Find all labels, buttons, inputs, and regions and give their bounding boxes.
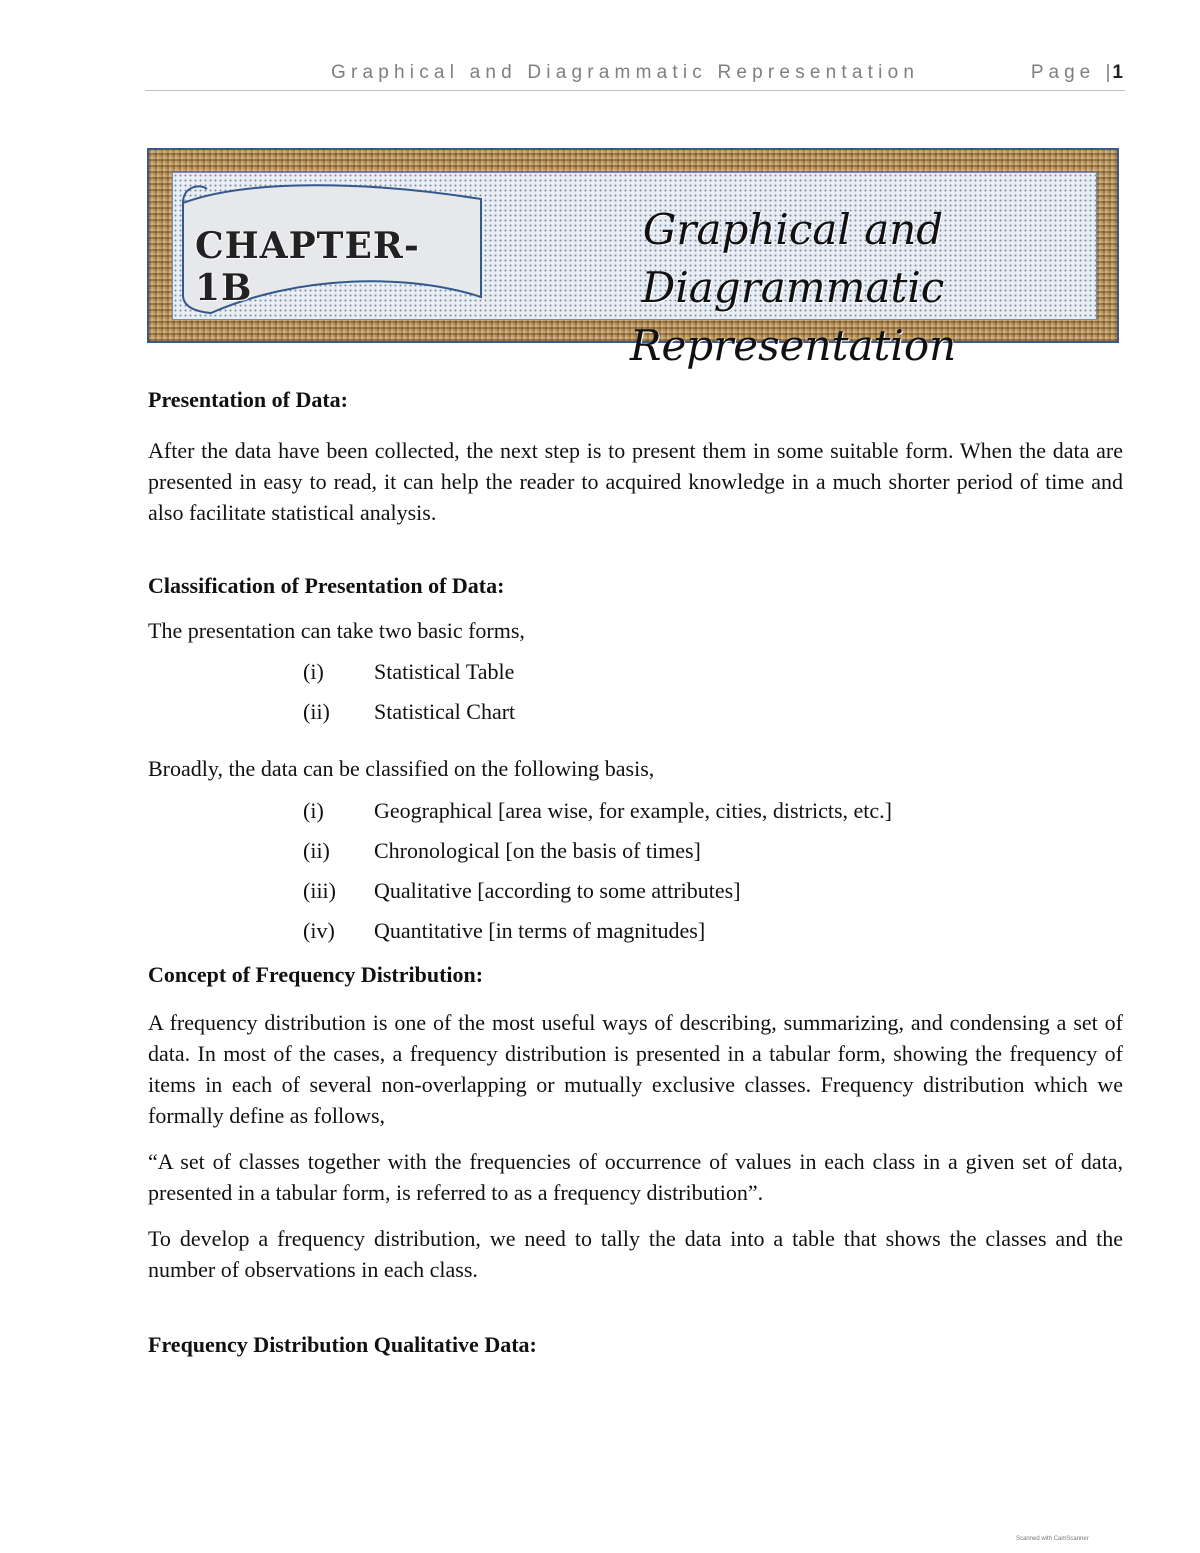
forms-list [148, 658, 1123, 738]
banner-panel [172, 172, 1097, 370]
chapter-label: CHAPTER-1B [195, 225, 420, 309]
heading-frequency: Concept of Frequency Distribution: [148, 962, 484, 987]
paragraph-frequency: A frequency distribution is one of the most useful ways of describing, summarizing, and condensing a set of data. In most of the cases, a frequency distribution is presented in a tabular form, showing the frequency of items in each of several non-overlapping or mutually exclusive classes. Frequency distribution which we formally define as follows, [148, 1010, 1123, 1128]
list-item-number: (ii) [303, 838, 330, 863]
heading-classification: Classification of Presentation of Data: [148, 573, 505, 598]
chapter-title [493, 201, 1093, 375]
list-item-number: (iii) [303, 878, 336, 903]
list-item-number: (iv) [303, 918, 335, 943]
basis-list [148, 797, 1123, 957]
chapter-banner [147, 148, 1119, 370]
list-item [148, 917, 1123, 957]
chapter-title-line-1: Graphical and Diagrammatic [641, 205, 945, 312]
list-item [148, 658, 1123, 698]
list-item-number: (ii) [303, 699, 330, 724]
list-item [148, 797, 1123, 837]
paragraph-definition-quote: “A set of classes together with the frequencies of occurrence of values in each class in a given set of data, presented in a tabular form, is referred to as a frequency distribution”. [148, 1149, 1123, 1205]
page-separator: | [1105, 62, 1113, 83]
chapter-title-line-2: Representation [629, 321, 957, 370]
page-number: 1 [1112, 62, 1123, 83]
list-item-text: Geographical [area wise, for example, cities, districts, etc.] [374, 798, 892, 823]
list-item [148, 877, 1123, 917]
list-item-text: Quantitative [in terms of magnitudes] [374, 918, 706, 943]
list-item-number: (i) [303, 798, 324, 823]
scanner-watermark: Scanned with CamScanner [1016, 1536, 1089, 1542]
list-item-text: Qualitative [according to some attributes] [374, 878, 741, 903]
running-header [145, 58, 1125, 91]
list-item-text: Statistical Table [374, 659, 515, 684]
heading-presentation: Presentation of Data: [148, 387, 348, 412]
paragraph-develop: To develop a frequency distribution, we need to tally the data into a table that shows the classes and the number of observations in each class. [148, 1226, 1123, 1282]
paragraph-presentation: After the data have been collected, the next step is to present them in some suitable form. When the data are presented in easy to read, it can help the reader to acquired knowledge in a much shorter period of time and also facilitate statistical analysis. [148, 438, 1123, 525]
page-word: Page [1030, 62, 1096, 83]
page-number-label [1031, 62, 1123, 84]
running-header-title: Graphical and Diagrammatic Representation [331, 62, 920, 83]
paragraph-classification-intro: The presentation can take two basic forms, [148, 618, 525, 643]
heading-qualitative: Frequency Distribution Qualitative Data: [148, 1332, 537, 1357]
paragraph-basis-intro: Broadly, the data can be classified on the following basis, [148, 756, 655, 781]
document-body [148, 380, 1123, 1359]
list-item-number: (i) [303, 659, 324, 684]
list-item-text: Chronological [on the basis of times] [374, 838, 701, 863]
list-item [148, 698, 1123, 738]
list-item [148, 837, 1123, 877]
list-item-text: Statistical Chart [374, 699, 516, 724]
